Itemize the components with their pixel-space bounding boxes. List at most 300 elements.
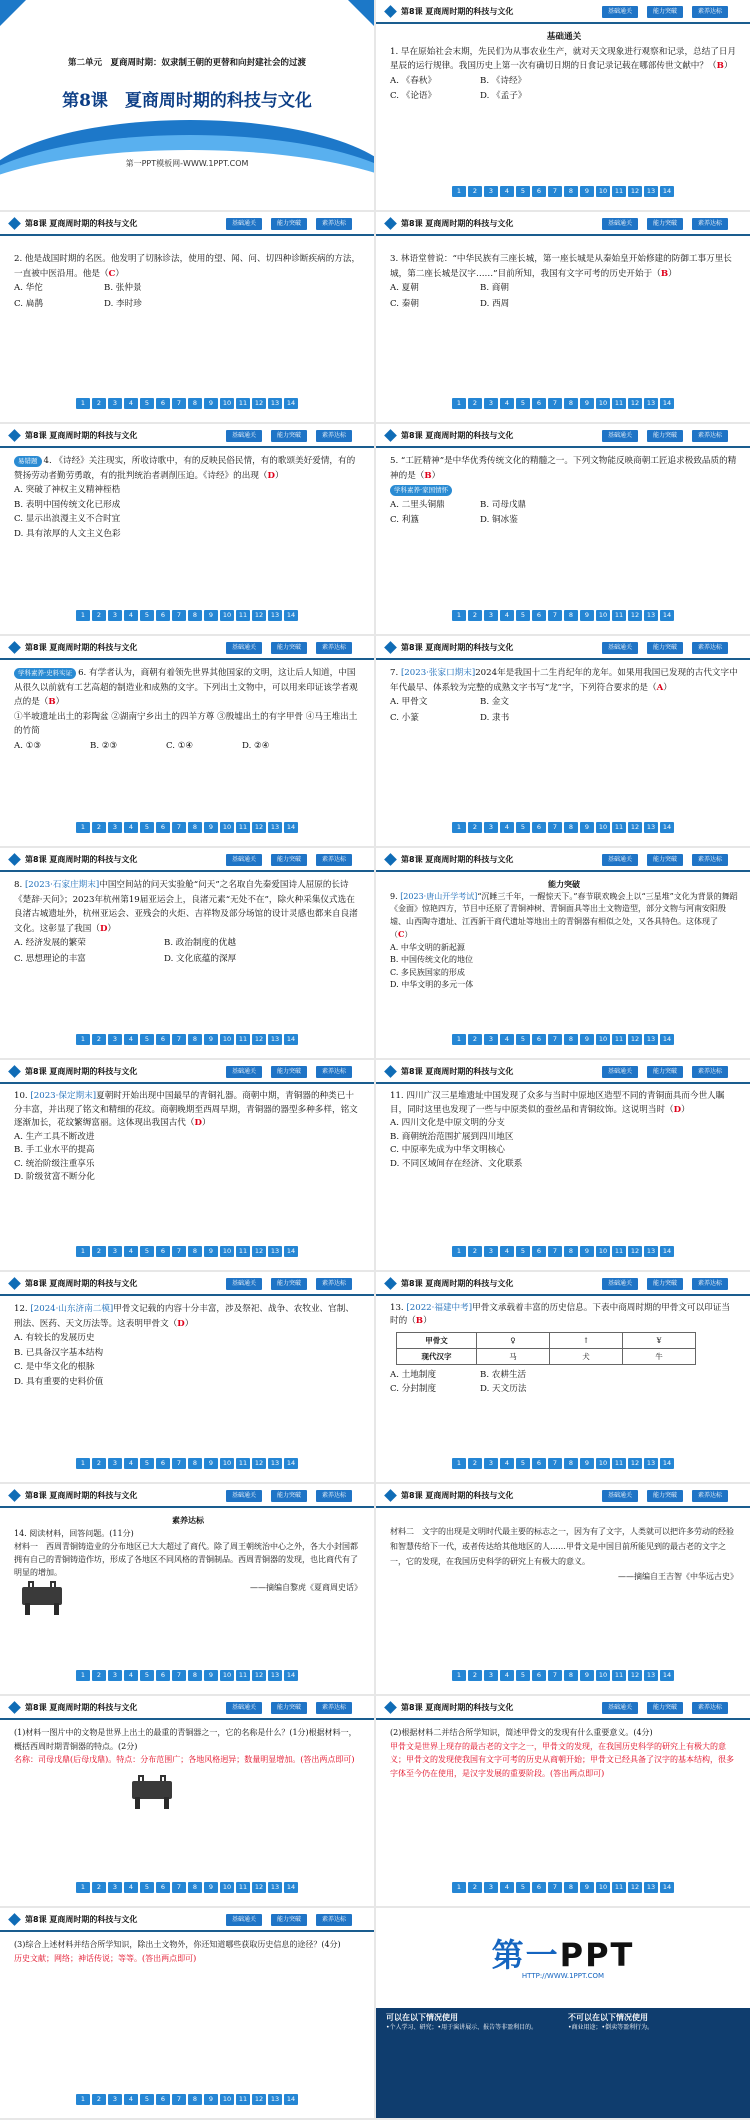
page-11-button[interactable]: 11 [236,1670,250,1681]
page-1-button[interactable]: 1 [76,398,90,409]
page-11-button[interactable]: 11 [612,610,626,621]
page-9-button[interactable]: 9 [580,1670,594,1681]
page-8-button[interactable]: 8 [188,822,202,833]
page-1-button[interactable]: 1 [76,610,90,621]
page-11-button[interactable]: 11 [236,1034,250,1045]
page-3-button[interactable]: 3 [108,1670,122,1681]
page-10-button[interactable]: 10 [220,1882,234,1893]
ability-button[interactable]: 能力突破 [647,854,683,866]
page-12-button[interactable]: 12 [628,1882,642,1893]
page-2-button[interactable]: 2 [92,1246,106,1257]
page-13-button[interactable]: 13 [644,1246,658,1257]
page-3-button[interactable]: 3 [108,398,122,409]
page-9-button[interactable]: 9 [204,1246,218,1257]
page-3-button[interactable]: 3 [484,1882,498,1893]
page-14-button[interactable]: 14 [284,1458,298,1469]
page-8-button[interactable]: 8 [188,1882,202,1893]
literacy-button[interactable]: 素养达标 [692,642,728,654]
slide-q14-material1[interactable] [0,1484,374,1694]
literacy-button[interactable]: 素养达标 [316,218,352,230]
page-13-button[interactable]: 13 [268,398,282,409]
basic-button[interactable]: 基础通关 [602,1490,638,1502]
basic-button[interactable]: 基础通关 [226,1066,262,1078]
page-7-button[interactable]: 7 [172,1034,186,1045]
page-5-button[interactable]: 5 [516,1882,530,1893]
page-7-button[interactable]: 7 [548,1246,562,1257]
page-7-button[interactable]: 7 [172,822,186,833]
page-14-button[interactable]: 14 [284,822,298,833]
page-1-button[interactable]: 1 [452,186,466,197]
basic-button[interactable]: 基础通关 [602,218,638,230]
page-3-button[interactable]: 3 [484,822,498,833]
page-12-button[interactable]: 12 [252,1246,266,1257]
page-1-button[interactable]: 1 [76,1458,90,1469]
page-3-button[interactable]: 3 [484,186,498,197]
page-5-button[interactable]: 5 [516,822,530,833]
page-2-button[interactable]: 2 [92,1458,106,1469]
page-2-button[interactable]: 2 [92,2094,106,2105]
page-9-button[interactable]: 9 [204,1670,218,1681]
page-8-button[interactable]: 8 [564,1034,578,1045]
page-10-button[interactable]: 10 [220,1034,234,1045]
page-13-button[interactable]: 13 [644,610,658,621]
page-13-button[interactable]: 13 [644,1670,658,1681]
page-9-button[interactable]: 9 [204,1458,218,1469]
page-14-button[interactable]: 14 [284,1882,298,1893]
page-8-button[interactable]: 8 [188,1670,202,1681]
page-12-button[interactable]: 12 [252,822,266,833]
page-13-button[interactable]: 13 [644,1034,658,1045]
page-13-button[interactable]: 13 [268,1882,282,1893]
ability-button[interactable]: 能力突破 [647,1702,683,1714]
end-slide[interactable] [376,1908,750,2118]
page-6-button[interactable]: 6 [532,1458,546,1469]
page-8-button[interactable]: 8 [564,1670,578,1681]
page-11-button[interactable]: 11 [612,1246,626,1257]
page-1-button[interactable]: 1 [452,1034,466,1045]
page-4-button[interactable]: 4 [500,1458,514,1469]
ability-button[interactable]: 能力突破 [271,854,307,866]
page-9-button[interactable]: 9 [204,822,218,833]
page-11-button[interactable]: 11 [612,398,626,409]
page-12-button[interactable]: 12 [252,1882,266,1893]
page-5-button[interactable]: 5 [516,1670,530,1681]
page-6-button[interactable]: 6 [532,822,546,833]
ability-button[interactable]: 能力突破 [647,1278,683,1290]
page-7-button[interactable]: 7 [548,610,562,621]
basic-button[interactable]: 基础通关 [226,1702,262,1714]
page-7-button[interactable]: 7 [172,398,186,409]
page-11-button[interactable]: 11 [236,2094,250,2105]
page-5-button[interactable]: 5 [516,1246,530,1257]
page-2-button[interactable]: 2 [468,610,482,621]
page-3-button[interactable]: 3 [108,2094,122,2105]
page-10-button[interactable]: 10 [596,1034,610,1045]
page-1-button[interactable]: 1 [452,1458,466,1469]
ability-button[interactable]: 能力突破 [271,430,307,442]
page-4-button[interactable]: 4 [500,1670,514,1681]
page-3-button[interactable]: 3 [108,1246,122,1257]
page-10-button[interactable]: 10 [220,822,234,833]
literacy-button[interactable]: 素养达标 [316,642,352,654]
page-4-button[interactable]: 4 [500,398,514,409]
literacy-button[interactable]: 素养达标 [692,854,728,866]
page-3-button[interactable]: 3 [108,822,122,833]
page-4-button[interactable]: 4 [124,1034,138,1045]
page-7-button[interactable]: 7 [548,186,562,197]
page-8-button[interactable]: 8 [188,2094,202,2105]
page-12-button[interactable]: 12 [252,1034,266,1045]
page-1-button[interactable]: 1 [76,1670,90,1681]
slide-q3[interactable] [376,212,750,422]
page-5-button[interactable]: 5 [140,398,154,409]
page-2-button[interactable]: 2 [468,1882,482,1893]
page-8-button[interactable]: 8 [188,1458,202,1469]
page-6-button[interactable]: 6 [156,610,170,621]
literacy-button[interactable]: 素养达标 [692,430,728,442]
literacy-button[interactable]: 素养达标 [316,1490,352,1502]
slide-q14-part2[interactable] [376,1696,750,1906]
page-9-button[interactable]: 9 [580,1246,594,1257]
page-6-button[interactable]: 6 [156,1246,170,1257]
page-7-button[interactable]: 7 [548,1882,562,1893]
page-1-button[interactable]: 1 [76,1882,90,1893]
page-2-button[interactable]: 2 [468,1246,482,1257]
page-10-button[interactable]: 10 [220,2094,234,2105]
page-13-button[interactable]: 13 [644,186,658,197]
page-7-button[interactable]: 7 [172,610,186,621]
page-10-button[interactable]: 10 [220,1458,234,1469]
page-9-button[interactable]: 9 [580,1034,594,1045]
page-12-button[interactable]: 12 [628,1458,642,1469]
literacy-button[interactable]: 素养达标 [692,6,728,18]
literacy-button[interactable]: 素养达标 [316,854,352,866]
page-6-button[interactable]: 6 [532,398,546,409]
literacy-button[interactable]: 素养达标 [316,1914,352,1926]
ability-button[interactable]: 能力突破 [271,1066,307,1078]
page-2-button[interactable]: 2 [92,1882,106,1893]
page-14-button[interactable]: 14 [284,610,298,621]
page-14-button[interactable]: 14 [660,1246,674,1257]
page-2-button[interactable]: 2 [468,1034,482,1045]
basic-button[interactable]: 基础通关 [226,1914,262,1926]
ability-button[interactable]: 能力突破 [647,1490,683,1502]
ability-button[interactable]: 能力突破 [271,1278,307,1290]
page-4-button[interactable]: 4 [500,822,514,833]
page-5-button[interactable]: 5 [140,610,154,621]
page-3-button[interactable]: 3 [484,1458,498,1469]
page-9-button[interactable]: 9 [204,610,218,621]
page-2-button[interactable]: 2 [468,398,482,409]
page-14-button[interactable]: 14 [284,1246,298,1257]
page-4-button[interactable]: 4 [124,398,138,409]
slide-q6[interactable] [0,636,374,846]
page-9-button[interactable]: 9 [580,398,594,409]
page-8-button[interactable]: 8 [188,610,202,621]
page-2-button[interactable]: 2 [468,186,482,197]
page-6-button[interactable]: 6 [156,822,170,833]
page-12-button[interactable]: 12 [252,2094,266,2105]
ability-button[interactable]: 能力突破 [271,1702,307,1714]
ability-button[interactable]: 能力突破 [271,1490,307,1502]
page-14-button[interactable]: 14 [284,1034,298,1045]
page-1-button[interactable]: 1 [452,1882,466,1893]
page-5-button[interactable]: 5 [516,1458,530,1469]
ability-button[interactable]: 能力突破 [647,6,683,18]
page-5-button[interactable]: 5 [140,1246,154,1257]
literacy-button[interactable]: 素养达标 [692,1278,728,1290]
page-6-button[interactable]: 6 [156,398,170,409]
page-2-button[interactable]: 2 [468,822,482,833]
page-12-button[interactable]: 12 [252,1458,266,1469]
page-14-button[interactable]: 14 [284,398,298,409]
ability-button[interactable]: 能力突破 [647,642,683,654]
slide-q10[interactable]: 第8课 夏商周时期的科技与文化 基础通关 能力突破 素养达标 10. [2023·保定期末]夏朝时开始出现中国最早的青铜礼器。商朝中期，青铜器的种类已十分丰富，并出现了铭文和精细的花纹。商朝晚期至西周早期，青铜器的器型多种多样，铭文逐渐加长，花纹繁缛富丽。这体现出我国古代（D） A. 生产工具不断改进 B. 手工业水平的提高 C. 统治阶级注重享乐 D. 阶级贫富不断分化 1 2 3 4 5 6 7 8 9 10 11 12 13 14 [0,1060,374,1270]
page-12-button[interactable]: 12 [252,398,266,409]
ability-button[interactable]: 能力突破 [647,218,683,230]
page-3-button[interactable]: 3 [484,398,498,409]
page-8-button[interactable]: 8 [188,1246,202,1257]
page-13-button[interactable]: 13 [268,610,282,621]
page-2-button[interactable]: 2 [468,1670,482,1681]
basic-button[interactable]: 基础通关 [226,1490,262,1502]
page-12-button[interactable]: 12 [628,1246,642,1257]
page-14-button[interactable]: 14 [660,610,674,621]
page-8-button[interactable]: 8 [564,610,578,621]
page-13-button[interactable]: 13 [268,1670,282,1681]
slide-q1[interactable] [376,0,750,210]
basic-button[interactable]: 基础通关 [602,6,638,18]
page-14-button[interactable]: 14 [660,186,674,197]
page-2-button[interactable]: 2 [92,398,106,409]
page-14-button[interactable]: 14 [660,1458,674,1469]
page-8-button[interactable]: 8 [564,1246,578,1257]
page-9-button[interactable]: 9 [204,1882,218,1893]
slide-q12[interactable]: 第8课 夏商周时期的科技与文化 基础通关 能力突破 素养达标 12. [2024·山东济南二模]甲骨文记载的内容十分丰富，涉及祭祀、战争、农牧业、官制、刑法、医药、天文历法等。这表明甲骨文（D） A. 有较长的发展历史 B. 已具备汉字基本结构 C. 是中华文化的根脉 D. 具有重要的史料价值 1 2 3 4 5 6 7 8 9 10 11 12 13 14 [0,1272,374,1482]
slide-q14-part3[interactable] [0,1908,374,2118]
page-7-button[interactable]: 7 [548,822,562,833]
page-6-button[interactable]: 6 [532,186,546,197]
page-2-button[interactable]: 2 [92,1034,106,1045]
page-12-button[interactable]: 12 [628,822,642,833]
page-13-button[interactable]: 13 [644,1458,658,1469]
page-7-button[interactable]: 7 [172,1882,186,1893]
page-6-button[interactable]: 6 [532,610,546,621]
basic-button[interactable]: 基础通关 [602,1066,638,1078]
ability-button[interactable]: 能力突破 [647,1066,683,1078]
page-13-button[interactable]: 13 [644,1882,658,1893]
page-6-button[interactable]: 6 [156,1034,170,1045]
page-6-button[interactable]: 6 [156,1670,170,1681]
page-12-button[interactable]: 12 [628,1034,642,1045]
basic-button[interactable]: 基础通关 [226,854,262,866]
page-5-button[interactable]: 5 [516,398,530,409]
page-14-button[interactable]: 14 [284,1670,298,1681]
page-9-button[interactable]: 9 [204,1034,218,1045]
page-12-button[interactable]: 12 [252,1670,266,1681]
page-4-button[interactable]: 4 [500,1034,514,1045]
page-7-button[interactable]: 7 [548,398,562,409]
page-1-button[interactable]: 1 [76,1034,90,1045]
page-3-button[interactable]: 3 [484,610,498,621]
ability-button[interactable]: 能力突破 [271,218,307,230]
page-8-button[interactable]: 8 [188,1034,202,1045]
page-11-button[interactable]: 11 [612,186,626,197]
slide-q2[interactable] [0,212,374,422]
page-5-button[interactable]: 5 [140,1034,154,1045]
basic-button[interactable]: 基础通关 [602,430,638,442]
slide-q5[interactable] [376,424,750,634]
page-9-button[interactable]: 9 [204,398,218,409]
literacy-button[interactable]: 素养达标 [692,1066,728,1078]
page-12-button[interactable]: 12 [628,398,642,409]
page-14-button[interactable]: 14 [660,1882,674,1893]
page-2-button[interactable]: 2 [92,610,106,621]
page-5-button[interactable]: 5 [516,1034,530,1045]
page-11-button[interactable]: 11 [236,1458,250,1469]
page-13-button[interactable]: 13 [644,398,658,409]
page-4-button[interactable]: 4 [500,1246,514,1257]
page-6-button[interactable]: 6 [532,1882,546,1893]
page-10-button[interactable]: 10 [596,1246,610,1257]
page-8-button[interactable]: 8 [564,398,578,409]
basic-button[interactable]: 基础通关 [226,1278,262,1290]
page-1-button[interactable]: 1 [452,822,466,833]
page-3-button[interactable]: 3 [484,1034,498,1045]
page-11-button[interactable]: 11 [612,822,626,833]
page-3-button[interactable]: 3 [108,1458,122,1469]
page-10-button[interactable]: 10 [596,822,610,833]
page-11-button[interactable]: 11 [236,398,250,409]
page-2-button[interactable]: 2 [92,1670,106,1681]
page-6-button[interactable]: 6 [156,2094,170,2105]
slide-q13[interactable] [376,1272,750,1482]
page-9-button[interactable]: 9 [204,2094,218,2105]
page-7-button[interactable]: 7 [548,1458,562,1469]
literacy-button[interactable]: 素养达标 [316,1066,352,1078]
page-10-button[interactable]: 10 [596,1670,610,1681]
page-11-button[interactable]: 11 [236,610,250,621]
page-12-button[interactable]: 12 [628,1670,642,1681]
basic-button[interactable]: 基础通关 [226,430,262,442]
ability-button[interactable]: 能力突破 [271,1914,307,1926]
basic-button[interactable]: 基础通关 [602,1702,638,1714]
page-13-button[interactable]: 13 [644,822,658,833]
page-14-button[interactable]: 14 [660,398,674,409]
page-5-button[interactable]: 5 [140,1670,154,1681]
page-13-button[interactable]: 13 [268,2094,282,2105]
page-7-button[interactable]: 7 [548,1670,562,1681]
page-7-button[interactable]: 7 [548,1034,562,1045]
page-10-button[interactable]: 10 [596,398,610,409]
literacy-button[interactable]: 素养达标 [316,430,352,442]
page-11-button[interactable]: 11 [612,1458,626,1469]
slide-q7[interactable] [376,636,750,846]
page-5-button[interactable]: 5 [516,610,530,621]
basic-button[interactable]: 基础通关 [602,1278,638,1290]
page-8-button[interactable]: 8 [564,1882,578,1893]
page-5-button[interactable]: 5 [140,822,154,833]
page-10-button[interactable]: 10 [220,1670,234,1681]
page-4-button[interactable]: 4 [500,186,514,197]
page-7-button[interactable]: 7 [172,1246,186,1257]
page-11-button[interactable]: 11 [236,1882,250,1893]
page-4-button[interactable]: 4 [124,1458,138,1469]
page-4-button[interactable]: 4 [124,1882,138,1893]
ability-button[interactable]: 能力突破 [647,430,683,442]
cover-slide[interactable] [0,0,374,210]
page-11-button[interactable]: 11 [612,1034,626,1045]
slide-q11[interactable]: 第8课 夏商周时期的科技与文化 基础通关 能力突破 素养达标 11. 四川广汉三星堆遗址中国发现了众多与当时中原地区造型不同的青铜面具而今世人瞩目，同时这里也发现了一些与中原类似的蚕丝品和青铜纹饰。这说明当时（D） A. 四川文化是中原文明的分支 B. 商朝统治范围扩展到四川地区 C. 中原率先成为中华文明核心 D. 不同区域间存在经济、文化联系 1 2 3 4 5 6 7 8 9 10 11 12 13 14 [376,1060,750,1270]
basic-button[interactable]: 基础通关 [226,642,262,654]
page-3-button[interactable]: 3 [108,610,122,621]
page-10-button[interactable]: 10 [220,1246,234,1257]
page-3-button[interactable]: 3 [484,1670,498,1681]
page-9-button[interactable]: 9 [580,1458,594,1469]
page-9-button[interactable]: 9 [580,1882,594,1893]
page-11-button[interactable]: 11 [612,1882,626,1893]
page-14-button[interactable]: 14 [660,822,674,833]
page-1-button[interactable]: 1 [76,822,90,833]
literacy-button[interactable]: 素养达标 [316,1702,352,1714]
page-8-button[interactable]: 8 [188,398,202,409]
page-12-button[interactable]: 12 [628,186,642,197]
page-5-button[interactable]: 5 [516,186,530,197]
page-13-button[interactable]: 13 [268,822,282,833]
literacy-button[interactable]: 素养达标 [692,1490,728,1502]
page-10-button[interactable]: 10 [596,186,610,197]
page-14-button[interactable]: 14 [660,1670,674,1681]
basic-button[interactable]: 基础通关 [226,218,262,230]
page-10-button[interactable]: 10 [596,1458,610,1469]
page-8-button[interactable]: 8 [564,186,578,197]
page-11-button[interactable]: 11 [236,1246,250,1257]
page-7-button[interactable]: 7 [172,2094,186,2105]
ability-button[interactable]: 能力突破 [271,642,307,654]
page-4-button[interactable]: 4 [500,1882,514,1893]
page-4-button[interactable]: 4 [124,610,138,621]
page-13-button[interactable]: 13 [268,1034,282,1045]
page-7-button[interactable]: 7 [172,1458,186,1469]
page-2-button[interactable]: 2 [468,1458,482,1469]
page-12-button[interactable]: 12 [628,610,642,621]
page-4-button[interactable]: 4 [500,610,514,621]
page-9-button[interactable]: 9 [580,610,594,621]
page-3-button[interactable]: 3 [484,1246,498,1257]
page-1-button[interactable]: 1 [452,1246,466,1257]
page-3-button[interactable]: 3 [108,1034,122,1045]
page-1-button[interactable]: 1 [452,398,466,409]
page-7-button[interactable]: 7 [172,1670,186,1681]
slide-q14-material2[interactable] [376,1484,750,1694]
basic-button[interactable]: 基础通关 [602,642,638,654]
literacy-button[interactable]: 素养达标 [692,218,728,230]
page-6-button[interactable]: 6 [532,1034,546,1045]
page-1-button[interactable]: 1 [452,610,466,621]
page-9-button[interactable]: 9 [580,822,594,833]
literacy-button[interactable]: 素养达标 [316,1278,352,1290]
page-4-button[interactable]: 4 [124,1670,138,1681]
page-1-button[interactable]: 1 [452,1670,466,1681]
page-1-button[interactable]: 1 [76,1246,90,1257]
page-12-button[interactable]: 12 [252,610,266,621]
slide-q8[interactable] [0,848,374,1058]
page-5-button[interactable]: 5 [140,1882,154,1893]
basic-button[interactable]: 基础通关 [602,854,638,866]
literacy-button[interactable]: 素养达标 [692,1702,728,1714]
page-8-button[interactable]: 8 [564,1458,578,1469]
page-13-button[interactable]: 13 [268,1246,282,1257]
